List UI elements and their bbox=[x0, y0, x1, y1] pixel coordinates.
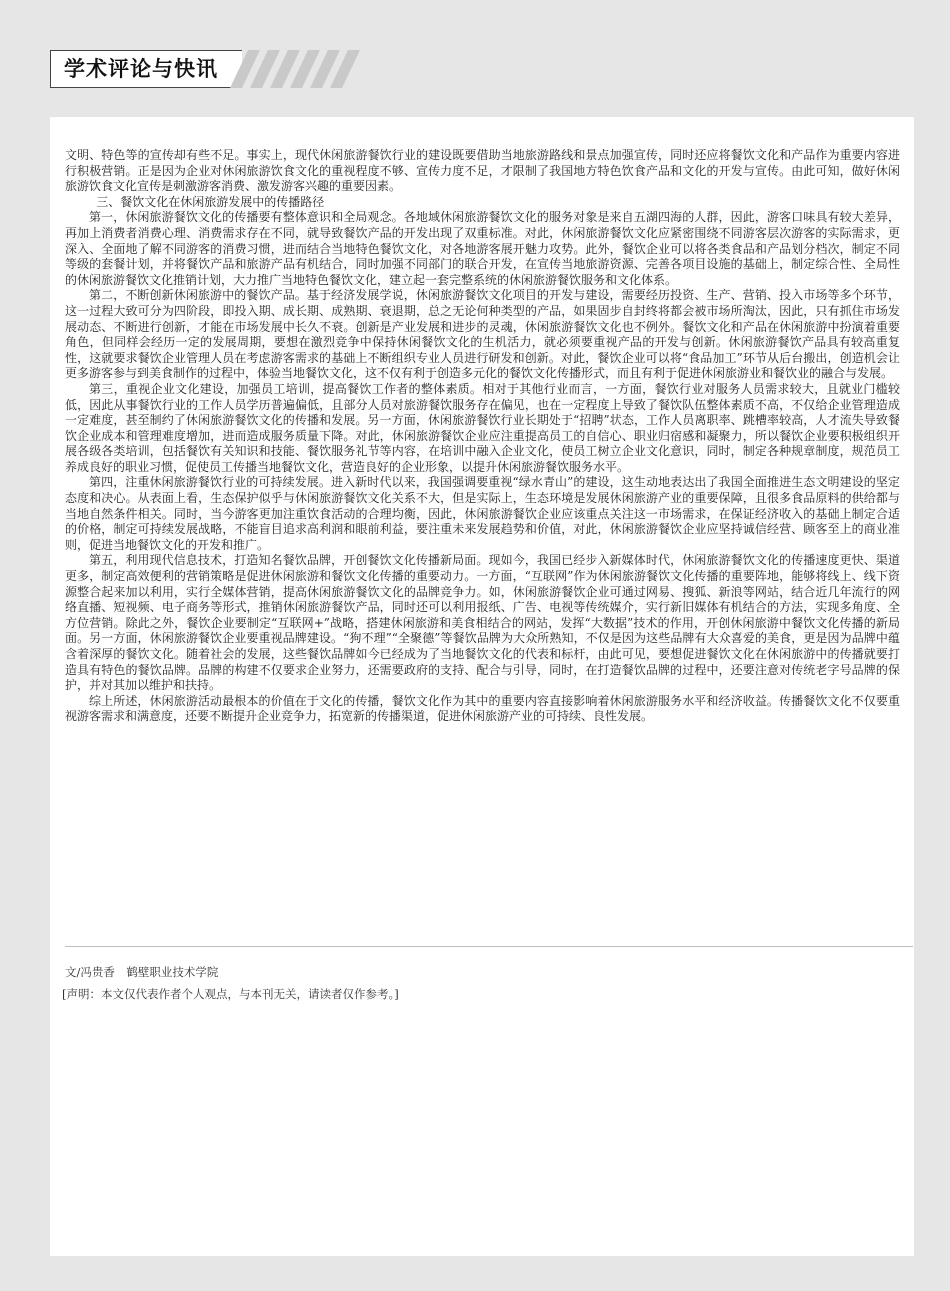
section-header bbox=[50, 50, 310, 90]
article-body bbox=[65, 148, 900, 725]
paragraph-first: 第一，休闲旅游餐饮文化的传播要有整体意识和全局观念。各地域休闲旅游餐饮文化的服务对象是来自五湖四海的人群，因此，游客口味具有较大差异，再加上消费者消费心理、消费需求存在不同，就导致餐饮产品的开发出现了双重标准。对此，休闲旅游餐饮文化应紧密围绕不同游客层次游客的实际需求，更深入、全面地了解不同游客的消费习惯，进而结合当地特色餐饮文化，对各地游客展开魅力攻势。此外，餐饮企业可以将各类食品和产品划分档次，制定不同等级的套餐计划，并将餐饮产品和旅游产品有机结合，同时加强不同部门的联合开发，在宣传当地旅游资源、完善各项目设施的基础上，制定综合性、全局性的休闲旅游餐饮文化推销计划，大力推广当地特色餐饮文化，建立起一套完整系统的休闲旅游餐饮服务和文化体系。 bbox=[65, 210, 900, 287]
paragraph-fourth: 第四，注重休闲旅游餐饮行业的可持续发展。进入新时代以来，我国强调要重视“绿水青山”的建设，这生动地表达出了我国全面推进生态文明建设的坚定态度和决心。从表面上看，生态保护似乎与休闲旅游餐饮文化关系不大，但是实际上，生态环境是发展休闲旅游产业的重要保障，且很多食品原料的供给都与当地自然条件相关。同时，当今游客更加注重饮食活动的合理均衡，因此，休闲旅游餐饮企业应该重点关注这一市场需求，在保证经济收入的基础上制定合适的价格，制定可持续发展战略，不能盲目追求高利润和眼前利益，要注重未来发展趋势和价值，对此，休闲旅游餐饮企业应坚持诚信经营、顾客至上的商业准则，促进当地餐饮文化的开发和推广。 bbox=[65, 475, 900, 552]
disclaimer-note: [声明：本文仅代表作者个人观点，与本刊无关，请读者仅作参考。] bbox=[62, 987, 399, 1001]
section-title: 学术评论与快讯 bbox=[64, 57, 218, 81]
paragraph-fifth: 第五，利用现代信息技术，打造知名餐饮品牌，开创餐饮文化传播新局面。现如今，我国已经步入新媒体时代，休闲旅游餐饮文化的传播速度更快、渠道更多，制定高效便利的营销策略是促进休闲旅游和餐饮文化传播的重要动力。一方面，“互联网”作为休闲旅游餐饮文化传播的重要阵地，能够将线上、线下资源整合起来加以利用，实行全媒体营销，提高休闲旅游餐饮文化的品牌竞争力。如，休闲旅游餐饮企业可通过网易、搜狐、新浪等网站，结合近几年流行的网络直播、短视频、电子商务等形式，推销休闲旅游餐饮产品，同时还可以利用报纸、广告、电视等传统媒介，实行新旧媒体有机结合的方法，实现多角度、全方位营销。除此之外，餐饮企业要制定“互联网+”战略，搭建休闲旅游和美食相结合的网站，发挥“大数据”技术的作用，开创休闲旅游中餐饮文化传播的新局面。另一方面，休闲旅游餐饮企业要重视品牌建设。“狗不理”“全聚德”等餐饮品牌为大众所熟知，不仅是因为这些品牌有大众喜爱的美食，更是因为品牌中蕴含着深厚的餐饮文化。随着社会的发展，这些餐饮品牌如今已经成为了当地餐饮文化的代表和标杆，由此可见，要想促进餐饮文化在休闲旅游中的传播就要打造具有特色的餐饮品牌。品牌的构建不仅要求企业努力，还需要政府的支持、配合与引导，同时，在打造餐饮品牌的过程中，还要注意对传统老字号品牌的保护，并对其加以维护和扶持。 bbox=[65, 553, 900, 693]
paragraph-conclusion: 综上所述，休闲旅游活动最根本的价值在于文化的传播，餐饮文化作为其中的重要内容直接影响着休闲旅游服务水平和经济收益。传播餐饮文化不仅要重视游客需求和满意度，还要不断提升企业竞争力，拓宽新的传播渠道，促进休闲旅游产业的可持续、良性发展。 bbox=[65, 693, 900, 724]
section-heading: 三、餐饮文化在休闲旅游发展中的传播路径 bbox=[96, 194, 325, 209]
article-page bbox=[50, 117, 914, 1256]
paragraph-third: 第三，重视企业文化建设，加强员工培训，提高餐饮工作者的整体素质。相对于其他行业而言，一方面，餐饮行业对服务人员需求较大，且就业门槛较低，因此从事餐饮行业的工作人员学历普遍偏低，且部分人员对旅游餐饮服务存在偏见，也在一定程度上导致了餐饮队伍整体素质不高，不仅给企业管理造成一定难度，甚至制约了休闲旅游餐饮文化的传播和发展。另一方面，休闲旅游餐饮行业长期处于“招聘”状态，工作人员离职率、跳槽率较高，人才流失导致餐饮企业成本和管理难度增加，进而造成服务质量下降。对此，休闲旅游餐饮企业应注重提高员工的自信心、职业归宿感和凝聚力，所以餐饮企业要积极组织开展各级各类培训，包括餐饮有关知识和技能、餐饮服务礼节等内容，在培训中融入企业文化，使员工树立企业文化意识，同时，制定各种规章制度，规范员工养成良好的职业习惯，促使员工传播当地餐饮文化，营造良好的企业形象，以提升休闲旅游餐饮服务水平。 bbox=[65, 381, 900, 474]
header-stripes-decoration bbox=[230, 50, 360, 90]
paragraph-continuation: 文明、特色等的宣传却有些不足。事实上，现代休闲旅游餐饮行业的建设既要借助当地旅游路线和景点加强宣传，同时还应将餐饮文化和产品作为重要内容进行积极营销。正是因为企业对休闲旅游饮食文化的重视程度不够、宣传力度不足，才限制了我国地方特色饮食产品和文化的开发与宣传。由此可知，做好休闲旅游饮食文化宣传是刺激游客消费、激发游客兴趣的重要因素。 bbox=[65, 148, 900, 194]
footer-divider bbox=[65, 946, 913, 947]
paragraph-second: 第二，不断创新休闲旅游中的餐饮产品。基于经济发展学说，休闲旅游餐饮文化项目的开发与建设，需要经历投资、生产、营销、投入市场等多个环节，这一过程大致可分为四阶段，即投入期、成长期、成熟期、衰退期，总之无论何种类型的产品，如果固步自封终将都会被市场所淘汰，因此，只有抓住市场发展动态、不断进行创新，才能在市场发展中长久不衰。创新是产业发展和进步的灵魂，休闲旅游餐饮文化也不例外。餐饮文化和产品在休闲旅游中扮演着重要角色，但同样会经历一定的发展周期，要想在激烈竞争中保持休闲餐饮文化的生机活力，就必须要重视产品的开发与创新。休闲旅游餐饮产品具有较高重复性，这就要求餐饮企业管理人员在考虑游客需求的基础上不断组织专业人员进行研发和创新。对此，餐饮企业可以将“食品加工”环节从后台搬出，创造机会让更多游客参与到美食制作的过程中，体验当地餐饮文化，这不仅有利于创造多元化的餐饮文化传播形式，而且有利于促进休闲旅游业和餐饮业的融合与发展。 bbox=[65, 288, 900, 381]
author-line: 文/冯贵香 鹤壁职业技术学院 bbox=[65, 965, 219, 979]
